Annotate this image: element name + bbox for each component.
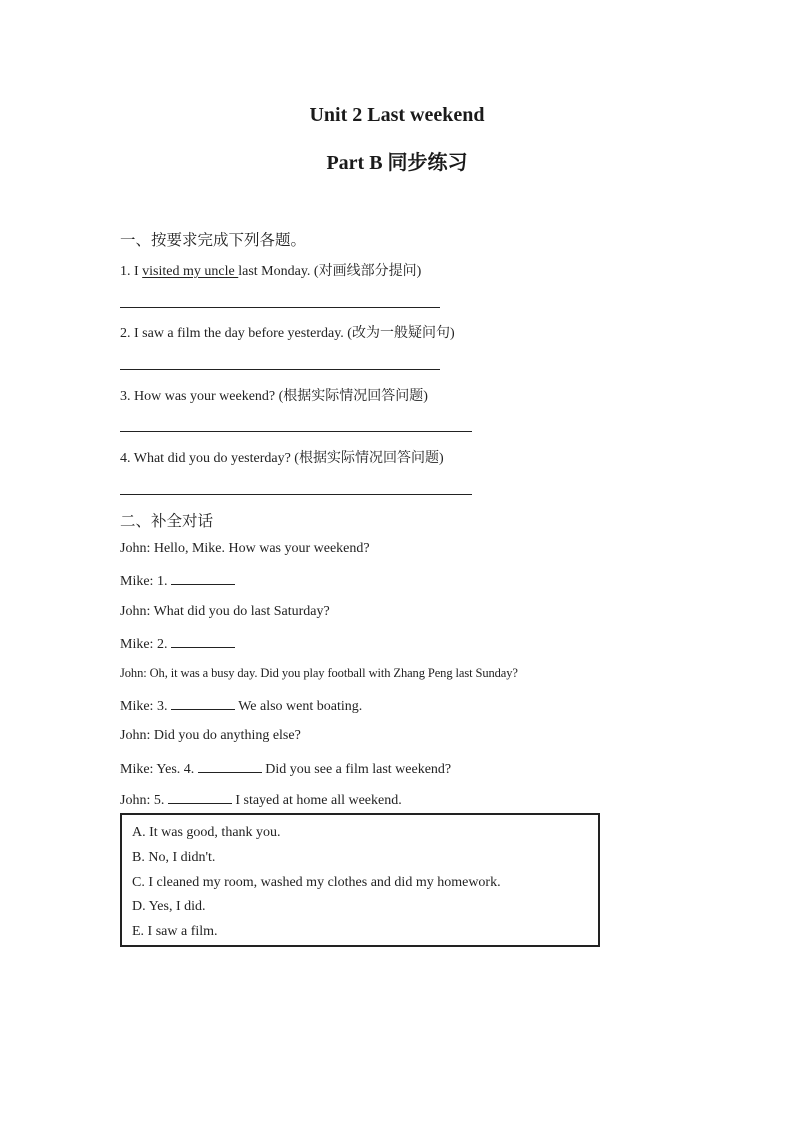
section2-heading: 二、补全对话 — [120, 513, 214, 530]
dialogue-line: Mike: Yes. 4. Did you see a film last weekend? — [120, 762, 452, 777]
blank-5[interactable] — [168, 791, 232, 804]
option-c: C. I cleaned my room, washed my clothes and did my homework. — [132, 875, 501, 890]
blank-3[interactable] — [171, 697, 235, 710]
answer-line-3[interactable] — [120, 431, 472, 432]
dialogue-line: Mike: 1. — [120, 572, 235, 590]
dialogue-line: John: Did you do anything else? — [120, 728, 301, 743]
dialogue-line: John: Hello, Mike. How was your weekend? — [120, 541, 370, 556]
dialogue-line: John: Oh, it was a busy day. Did you play football with Zhang Peng last Sunday? — [120, 666, 518, 680]
option-a: A. It was good, thank you. — [132, 825, 281, 840]
option-b: B. No, I didn't. — [132, 850, 216, 865]
option-d: D. Yes, I did. — [132, 899, 206, 914]
dialogue-line: John: 5. I stayed at home all weekend. — [120, 793, 402, 808]
dialogue-line: John: What did you do last Saturday? — [120, 604, 330, 619]
dialogue-line: Mike: 3. We also went boating. — [120, 699, 363, 714]
blank-2[interactable] — [171, 635, 235, 648]
options-box — [120, 813, 600, 947]
blank-1[interactable] — [171, 572, 235, 585]
question-1 — [120, 260, 421, 280]
answer-line-1[interactable] — [120, 307, 440, 308]
page-subtitle: Part B 同步练习 — [326, 152, 468, 174]
question-1-post: last Monday. (对画线部分提问) — [238, 264, 422, 279]
answer-line-2[interactable] — [120, 369, 440, 370]
question-1-pre: 1. I — [120, 264, 139, 279]
question-3: 3. How was your weekend? (根据实际情况回答问题) — [120, 389, 428, 404]
section1-heading: 一、按要求完成下列各题。 — [120, 232, 307, 249]
dialogue-line: Mike: 2. — [120, 635, 235, 653]
option-e: E. I saw a film. — [132, 924, 218, 939]
answer-line-4[interactable] — [120, 494, 472, 495]
question-2: 2. I saw a film the day before yesterday. (改为一般疑问句) — [120, 326, 455, 341]
blank-4[interactable] — [198, 760, 262, 773]
question-1-underlined: visited my uncle — [142, 264, 239, 279]
page-title: Unit 2 Last weekend — [309, 104, 485, 126]
question-4: 4. What did you do yesterday? (根据实际情况回答问题) — [120, 451, 444, 466]
